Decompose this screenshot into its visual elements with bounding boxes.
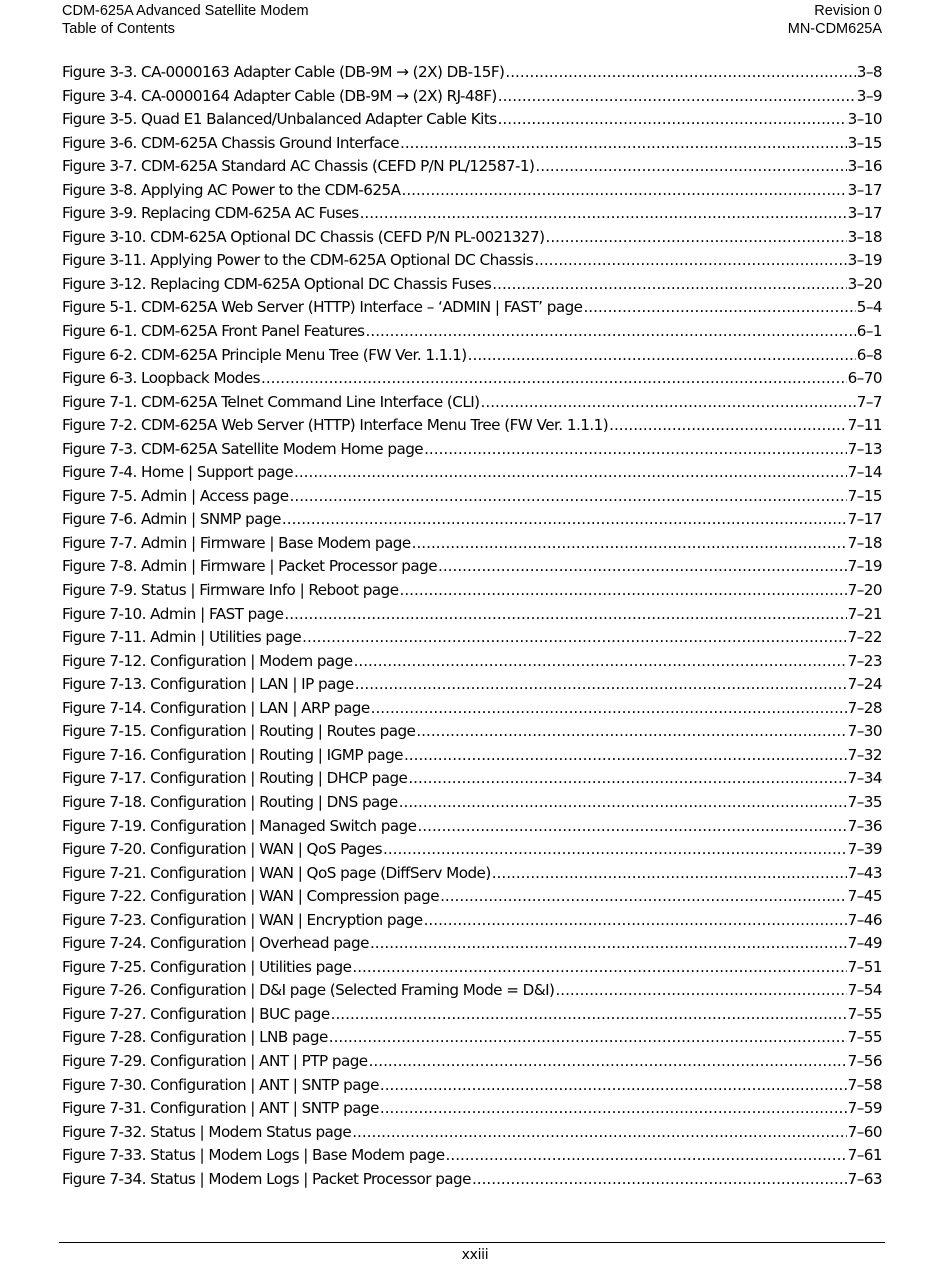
document-title: CDM-625A Advanced Satellite Modem [62,3,309,19]
dot-leader [354,652,847,670]
toc-entry-page[interactable]: 6–8 [856,345,882,364]
dot-leader [534,251,846,269]
toc-entry-page[interactable]: 7–20 [847,581,882,600]
toc-entry-title[interactable]: Figure 7-33. Status | Modem Logs | Base Modem page [62,1146,445,1165]
toc-entry[interactable] [62,1170,882,1194]
toc-entry[interactable] [62,87,882,111]
toc-entry-title[interactable]: Figure 7-3. CDM-625A Satellite Modem Home page [62,439,424,458]
toc-entry[interactable] [62,1099,882,1123]
toc-entry[interactable] [62,581,882,605]
toc-entry-page[interactable]: 7–22 [847,628,882,647]
toc-entry[interactable] [62,393,882,417]
toc-entry-title[interactable]: Figure 7-31. Configuration | ANT | SNTP page [62,1099,379,1118]
toc-entry[interactable] [62,110,882,134]
toc-entry-title[interactable]: Figure 7-29. Configuration | ANT | PTP page [62,1051,368,1070]
dot-leader [408,769,846,787]
dot-leader [583,298,855,316]
dot-leader [302,628,846,646]
toc-entry[interactable] [62,840,882,864]
toc-entry[interactable] [62,251,882,275]
toc-entry-page[interactable]: 3–20 [847,274,882,293]
dot-leader [472,1170,847,1188]
toc-entry-page[interactable]: 6–1 [856,322,882,341]
toc-entry-page[interactable]: 7–30 [847,722,882,741]
dot-leader [261,369,847,387]
toc-entry-title[interactable]: Figure 6-2. CDM-625A Principle Menu Tree (FW Ver. 1.1.1) [62,345,467,364]
toc-entry-page[interactable]: 7–55 [847,1004,882,1023]
toc-entry-page[interactable]: 7–49 [847,934,882,953]
dot-leader [290,487,847,505]
toc-entry-title[interactable]: Figure 3-11. Applying Power to the CDM-625A Optional DC Chassis [62,251,534,270]
toc-entry-page[interactable]: 5–4 [856,298,882,317]
toc-entry[interactable] [62,675,882,699]
dot-leader [380,1076,847,1094]
toc-entry-page[interactable]: 3–17 [847,204,882,223]
toc-entry-title[interactable]: Figure 7-4. Home | Support page [62,463,294,482]
dot-leader [284,605,846,623]
toc-entry-page[interactable]: 7–58 [847,1075,882,1094]
toc-entry-title[interactable]: Figure 7-18. Configuration | Routing | DNS page [62,792,398,811]
page-header-left [62,2,309,38]
toc-entry-title[interactable]: Figure 3-8. Applying AC Power to the CDM-625A [62,180,401,199]
toc-entry[interactable] [62,228,882,252]
toc-entry[interactable] [62,416,882,440]
toc-entry-page[interactable]: 7–43 [847,863,882,882]
toc-entry[interactable] [62,934,882,958]
toc-entry[interactable] [62,817,882,841]
toc-entry[interactable] [62,1052,882,1076]
dot-leader [498,110,847,128]
toc-entry-title[interactable]: Figure 7-6. Admin | SNMP page [62,510,281,529]
toc-entry[interactable] [62,322,882,346]
toc-entry-title[interactable]: Figure 6-3. Loopback Modes [62,369,260,388]
toc-entry-title[interactable]: Figure 7-30. Configuration | ANT | SNTP page [62,1075,379,1094]
toc-entry-page[interactable]: 3–18 [847,227,882,246]
page-header-right [788,2,882,38]
toc-entry[interactable] [62,864,882,888]
toc-entry-page[interactable]: 7–15 [847,486,882,505]
toc-entry[interactable] [62,440,882,464]
dot-leader [546,228,847,246]
toc-entry[interactable] [62,887,882,911]
toc-entry-title[interactable]: Figure 7-10. Admin | FAST page [62,604,284,623]
toc-entry-page[interactable]: 7–28 [847,698,882,717]
toc-entry-title[interactable]: Figure 7-9. Status | Firmware Info | Reboot page [62,581,399,600]
toc-entry-title[interactable]: Figure 7-34. Status | Modem Logs | Packet Processor page [62,1169,471,1188]
toc-entry-title[interactable]: Figure 5-1. CDM-625A Web Server (HTTP) Interface – ‘ADMIN | FAST’ page [62,298,583,317]
dot-leader [446,1146,847,1164]
document-number: MN-CDM625A [787,21,882,37]
toc-entry[interactable] [62,1146,882,1170]
toc-entry-page[interactable]: 7–23 [847,651,882,670]
dot-leader [412,534,847,552]
dot-leader [555,981,846,999]
toc-entry-page[interactable]: 7–51 [847,957,882,976]
dot-leader [505,63,855,81]
toc-entry[interactable] [62,275,882,299]
toc-entry-title[interactable]: Figure 7-24. Configuration | Overhead page [62,934,369,953]
table-of-figures [62,63,882,1193]
toc-entry-title[interactable]: Figure 7-11. Admin | Utilities page [62,628,302,647]
toc-entry-page[interactable]: 7–36 [847,816,882,835]
dot-leader [609,416,846,434]
dot-leader [440,887,847,905]
toc-entry-title[interactable]: Figure 7-19. Configuration | Managed Switch page [62,816,417,835]
toc-entry-title[interactable]: Figure 7-32. Status | Modem Status page [62,1122,352,1141]
toc-entry-page[interactable]: 7–32 [847,745,882,764]
toc-entry[interactable] [62,981,882,1005]
toc-entry[interactable] [62,369,882,393]
toc-entry-title[interactable]: Figure 7-27. Configuration | BUC page [62,1004,330,1023]
toc-entry-page[interactable]: 3–9 [856,86,882,105]
toc-entry-page[interactable]: 7–7 [856,392,882,411]
dot-leader [329,1028,847,1046]
toc-entry[interactable] [62,557,882,581]
dot-leader [402,181,847,199]
toc-entry-page[interactable]: 7–24 [847,675,882,694]
toc-entry-title[interactable]: Figure 7-13. Configuration | LAN | IP page [62,675,354,694]
toc-entry-title[interactable]: Figure 7-8. Admin | Firmware | Packet Processor page [62,557,438,576]
toc-entry-title[interactable]: Figure 3-9. Replacing CDM-625A AC Fuses [62,204,359,223]
revision-label: Revision 0 [814,3,882,19]
toc-entry[interactable] [62,958,882,982]
dot-leader [399,793,847,811]
toc-entry-title[interactable]: Figure 7-7. Admin | Firmware | Base Modem page [62,533,411,552]
toc-entry-title[interactable]: Figure 7-21. Configuration | WAN | QoS page (DiffServ Mode) [62,863,491,882]
dot-leader [369,1052,847,1070]
dot-leader [492,275,846,293]
toc-entry-title[interactable]: Figure 7-1. CDM-625A Telnet Command Line Interface (CLI) [62,392,480,411]
toc-entry[interactable] [62,1123,882,1147]
dot-leader [481,393,856,411]
toc-entry-title[interactable]: Figure 3-6. CDM-625A Chassis Ground Interface [62,133,400,152]
toc-entry[interactable] [62,1028,882,1052]
toc-entry-page[interactable]: 7–18 [847,533,882,552]
dot-leader [352,958,846,976]
toc-entry-title[interactable]: Figure 7-15. Configuration | Routing | Routes page [62,722,416,741]
toc-entry-title[interactable]: Figure 6-1. CDM-625A Front Panel Features [62,322,365,341]
toc-entry-title[interactable]: Figure 7-20. Configuration | WAN | QoS Pages [62,840,382,859]
toc-entry-page[interactable]: 6–70 [847,369,882,388]
toc-entry-title[interactable]: Figure 7-16. Configuration | Routing | IGMP page [62,745,403,764]
dot-leader [366,322,856,340]
toc-entry[interactable] [62,699,882,723]
dot-leader [404,746,847,764]
toc-entry-title[interactable]: Figure 3-12. Replacing CDM-625A Optional DC Chassis Fuses [62,274,492,293]
dot-leader [355,675,847,693]
dot-leader [360,204,847,222]
dot-leader [352,1123,846,1141]
toc-entry-page[interactable]: 7–46 [847,910,882,929]
dot-leader [380,1099,847,1117]
toc-entry[interactable] [62,510,882,534]
toc-entry-page[interactable]: 3–15 [847,133,882,152]
toc-entry-page[interactable]: 7–11 [847,416,882,435]
toc-entry[interactable] [62,793,882,817]
toc-entry-title[interactable]: Figure 3-4. CA-0000164 Adapter Cable (DB-9M → (2X) RJ-48F) [62,86,497,105]
toc-entry-title[interactable]: Figure 7-12. Configuration | Modem page [62,651,353,670]
toc-entry[interactable] [62,487,882,511]
toc-entry[interactable] [62,911,882,935]
toc-entry-title[interactable]: Figure 7-17. Configuration | Routing | DHCP page [62,769,408,788]
toc-entry[interactable] [62,746,882,770]
toc-entry-page[interactable]: 7–63 [847,1169,882,1188]
toc-entry[interactable] [62,157,882,181]
toc-entry-title[interactable]: Figure 7-25. Configuration | Utilities page [62,957,352,976]
toc-entry-page[interactable]: 7–56 [847,1051,882,1070]
dot-leader [416,722,846,740]
toc-entry-page[interactable]: 7–39 [847,840,882,859]
toc-entry-title[interactable]: Figure 7-5. Admin | Access page [62,486,289,505]
toc-entry-page[interactable]: 7–60 [847,1122,882,1141]
dot-leader [400,134,847,152]
dot-leader [331,1005,847,1023]
toc-entry-page[interactable]: 7–14 [847,463,882,482]
dot-leader [468,346,856,364]
toc-entry-page[interactable]: 7–35 [847,792,882,811]
dot-leader [400,581,847,599]
toc-entry[interactable] [62,204,882,228]
toc-entry-page[interactable]: 7–34 [847,769,882,788]
toc-entry-page[interactable]: 3–8 [856,63,882,81]
toc-entry[interactable] [62,769,882,793]
toc-entry[interactable] [62,298,882,322]
dot-leader [424,440,847,458]
toc-entry[interactable] [62,463,882,487]
dot-leader [371,699,847,717]
toc-entry-page[interactable]: 3–16 [847,157,882,176]
dot-leader [370,934,847,952]
toc-entry-title[interactable]: Figure 7-2. CDM-625A Web Server (HTTP) Interface Menu Tree (FW Ver. 1.1.1) [62,416,609,435]
toc-entry[interactable] [62,722,882,746]
toc-entry-page[interactable]: 7–54 [847,981,882,1000]
footer-divider [59,1242,885,1243]
toc-entry[interactable] [62,652,882,676]
toc-entry-page[interactable]: 3–19 [847,251,882,270]
toc-entry[interactable] [62,134,882,158]
toc-entry-title[interactable]: Figure 7-14. Configuration | LAN | ARP page [62,698,370,717]
dot-leader [282,510,847,528]
toc-entry-page[interactable]: 7–45 [847,887,882,906]
toc-entry-title[interactable]: Figure 3-3. CA-0000163 Adapter Cable (DB-9M → (2X) DB-15F) [62,63,505,81]
toc-entry[interactable] [62,628,882,652]
toc-entry-page[interactable]: 7–55 [847,1028,882,1047]
toc-entry-title[interactable]: Figure 7-22. Configuration | WAN | Compression page [62,887,440,906]
section-title: Table of Contents [62,21,175,37]
toc-entry[interactable] [62,181,882,205]
toc-entry-page[interactable]: 7–13 [847,439,882,458]
toc-entry-page[interactable]: 3–17 [847,180,882,199]
dot-leader [438,557,847,575]
toc-entry-page[interactable]: 7–59 [847,1099,882,1118]
toc-entry-title[interactable]: Figure 3-5. Quad E1 Balanced/Unbalanced Adapter Cable Kits [62,110,497,129]
dot-leader [492,864,847,882]
toc-entry-title[interactable]: Figure 7-28. Configuration | LNB page [62,1028,328,1047]
toc-entry-title[interactable]: Figure 3-10. CDM-625A Optional DC Chassis (CEFD P/N PL-0021327) [62,227,545,246]
toc-entry-title[interactable]: Figure 3-7. CDM-625A Standard AC Chassis (CEFD P/N PL/12587-1) [62,157,535,176]
dot-leader [498,87,856,105]
dot-leader [417,817,846,835]
toc-entry-title[interactable]: Figure 7-26. Configuration | D&I page (Selected Framing Mode = D&I) [62,981,555,1000]
toc-entry[interactable] [62,534,882,558]
toc-entry-page[interactable]: 7–19 [847,557,882,576]
toc-entry[interactable] [62,605,882,629]
toc-entry-title[interactable]: Figure 7-23. Configuration | WAN | Encryption page [62,910,423,929]
dot-leader [383,840,847,858]
toc-entry[interactable] [62,1076,882,1100]
toc-entry[interactable] [62,63,882,87]
toc-entry-page[interactable]: 7–61 [847,1146,882,1165]
toc-entry-page[interactable]: 7–21 [847,604,882,623]
dot-leader [424,911,847,929]
dot-leader [294,463,847,481]
toc-entry-page[interactable]: 3–10 [847,110,882,129]
footer-page-number: xxiii [461,1247,489,1263]
toc-entry[interactable] [62,1005,882,1029]
toc-entry[interactable] [62,346,882,370]
dot-leader [535,157,846,175]
toc-entry-page[interactable]: 7–17 [847,510,882,529]
